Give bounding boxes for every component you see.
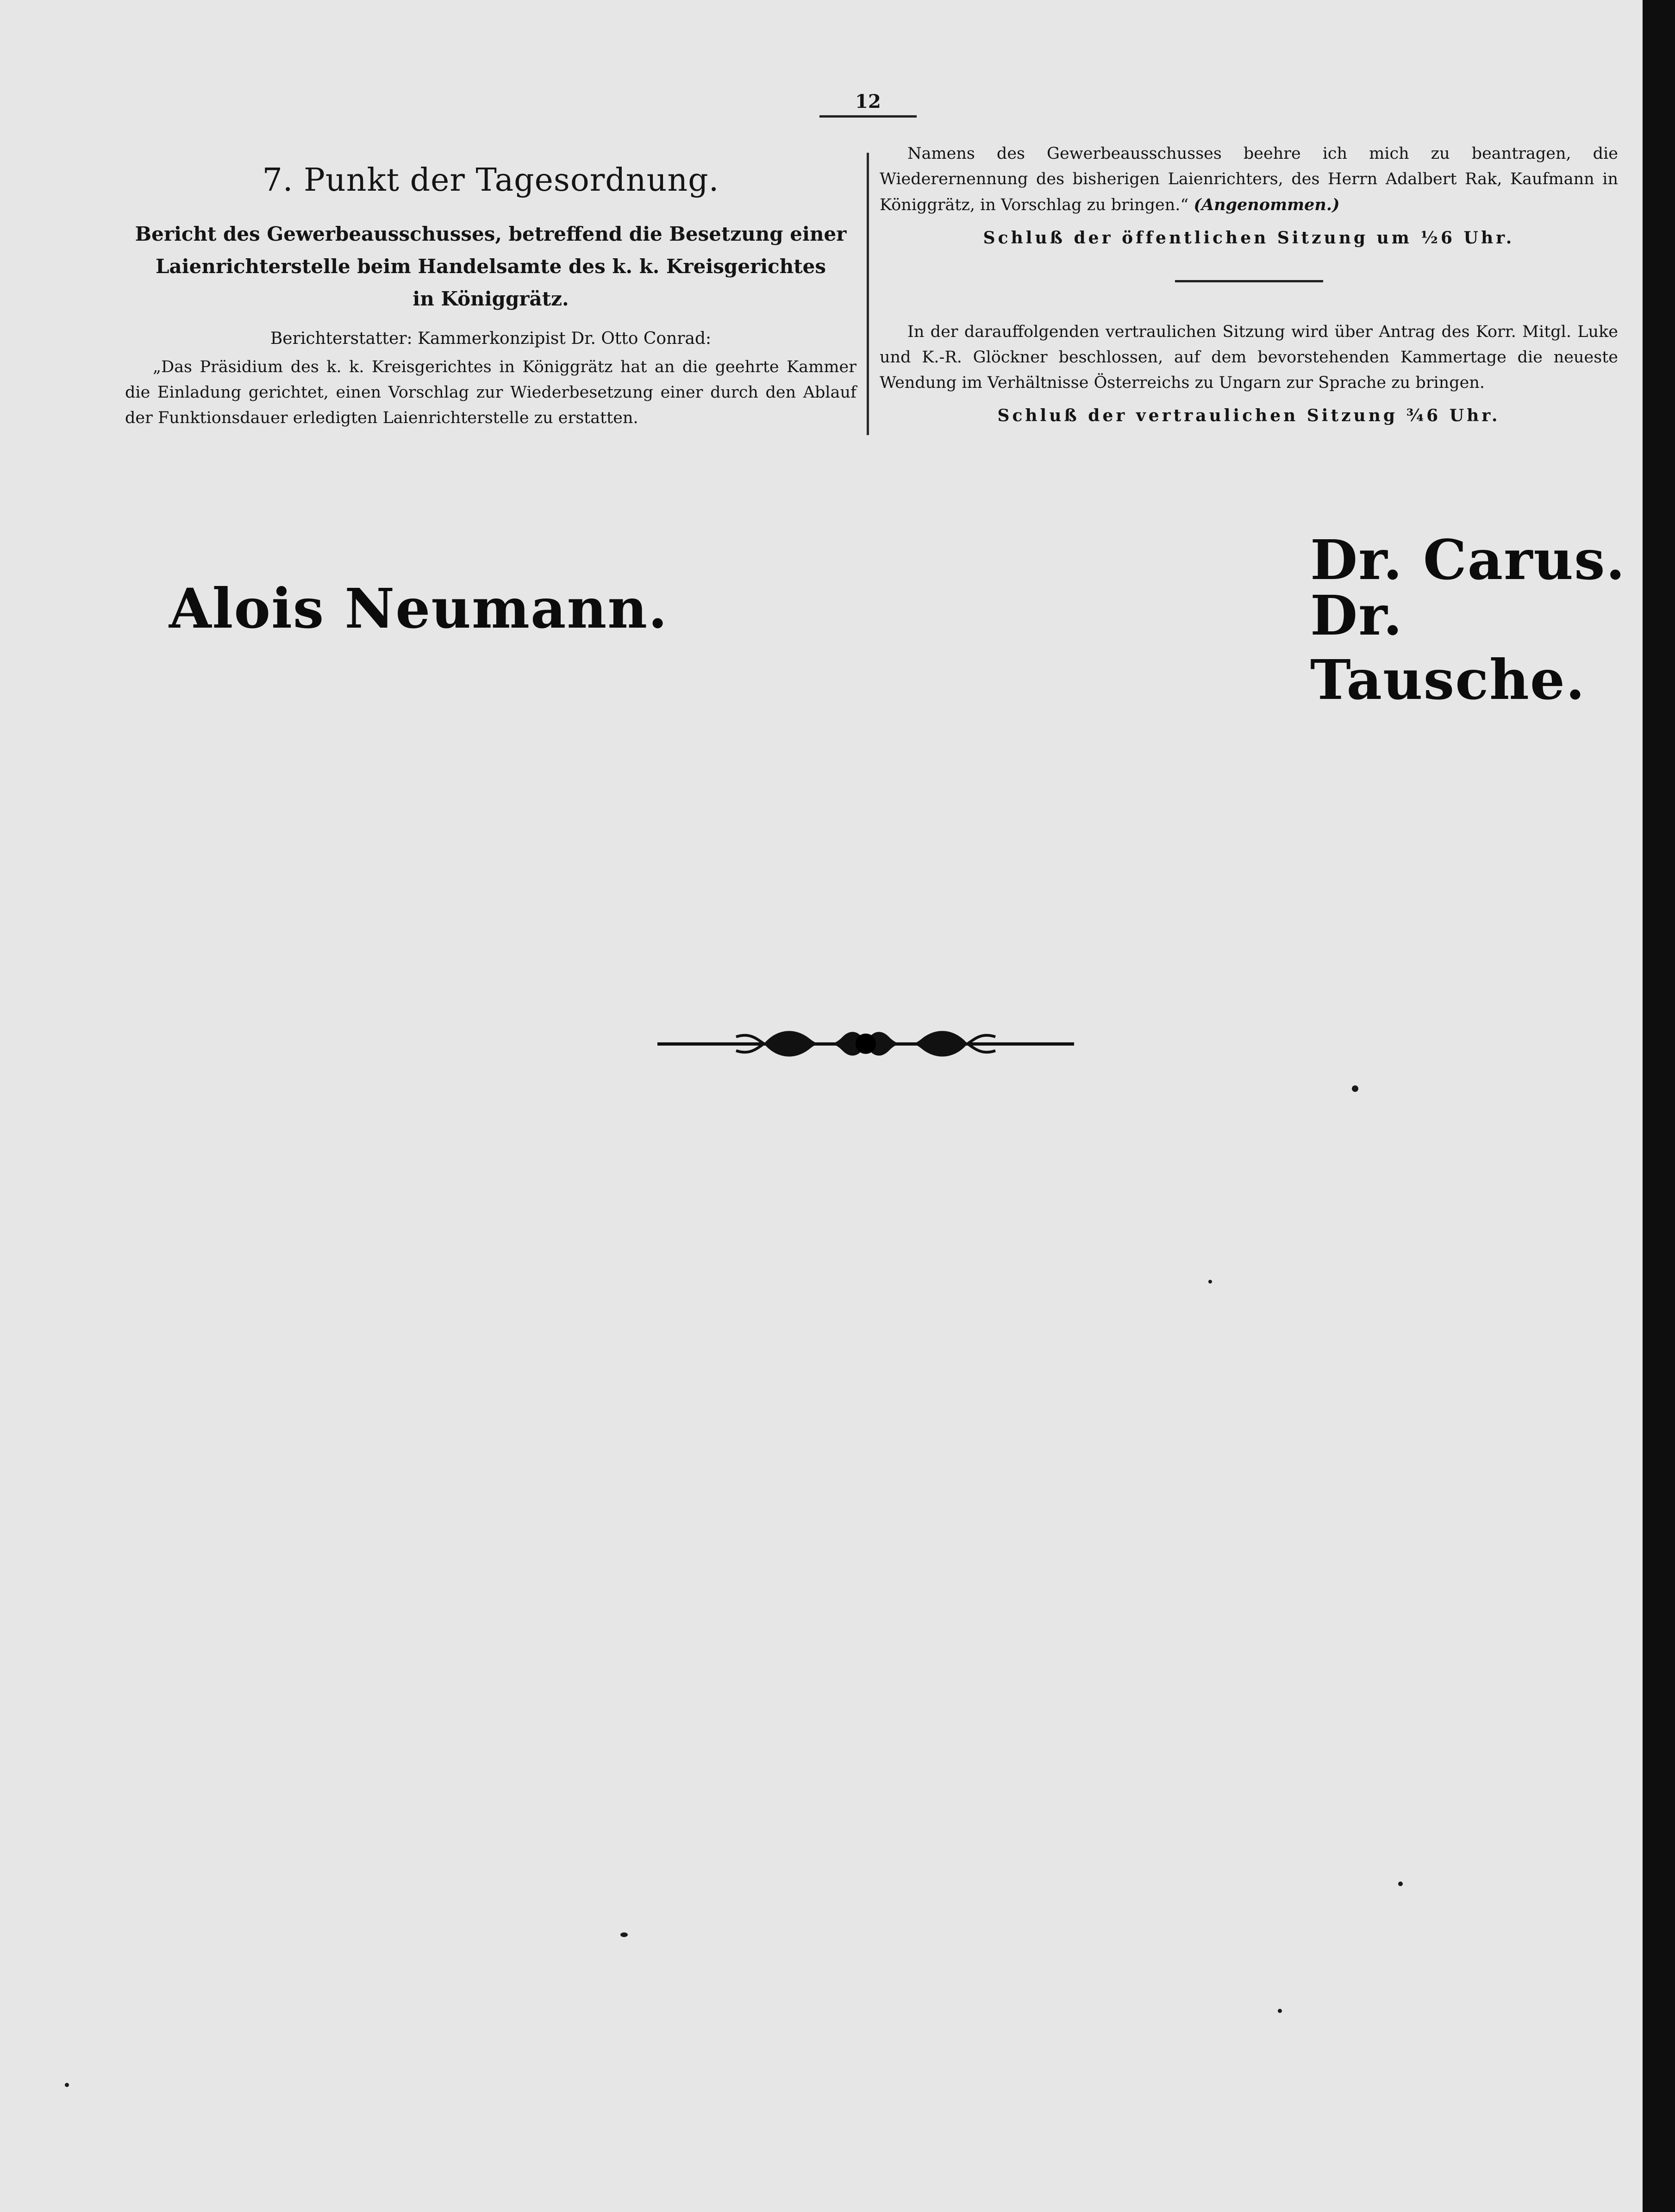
confidential-session-paragraph: In der darauffolgenden vertraulichen Sitzung wird über Antrag des Korr. Mitgl. Luke und K.-R. Glöckner beschlossen, auf dem bevorstehenden Kammertage die neueste Wendung im Verhältnisse Österreichs zu Ungarn zur Sprache zu bringen. xyxy=(880,323,1618,392)
motion-paragraph xyxy=(880,141,1618,218)
adopted-annotation: (Angenommen.) xyxy=(1194,195,1340,214)
column-divider xyxy=(867,153,869,435)
page-edge xyxy=(1643,0,1675,2212)
subheading-line: in Königgrätz. xyxy=(412,287,569,310)
paper-speck xyxy=(620,1932,628,1937)
section-divider xyxy=(1175,280,1323,282)
paper-speck xyxy=(1352,1085,1358,1092)
signature-carus: Dr. Carus. xyxy=(1310,528,1626,592)
reporter-line: Berichterstatter: Kammerkonzipist Dr. Otto Conrad: xyxy=(270,329,712,348)
signature-tausche: Dr. Tausche. xyxy=(1310,583,1586,712)
signature-neumann: Alois Neumann. xyxy=(169,576,669,641)
subheading-line: Laienrichterstelle beim Handelsamte des k. k. Kreisgerichtes xyxy=(155,255,826,278)
ornamental-divider xyxy=(657,1018,1074,1069)
paper-speck xyxy=(65,2083,69,2087)
subheading-line: Bericht des Gewerbeausschusses, betreffend die Besetzung einer xyxy=(135,223,847,245)
section-heading: 7. Punkt der Tagesordnung. xyxy=(262,162,719,199)
left-column xyxy=(125,162,856,431)
right-column xyxy=(880,141,1618,425)
report-body: „Das Präsidium des k. k. Kreisgerichtes in Königgrätz hat an die geehrte Kammer die Einladung gerichtet, einen Vorschlag zur Wiederbesetzung einer durch den Ablauf der Funktionsdauer erledigten Laienrichterstelle zu erstatten. xyxy=(125,358,856,427)
closing-confidential-session: Schluß der vertraulichen Sitzung ¾6 Uhr. xyxy=(997,406,1500,425)
page-number: 12 xyxy=(819,91,917,118)
motion-text: Namens des Gewerbeausschusses beehre ich mich zu beantragen, die Wiederernennung des bisherigen Laienrichters, des Herrn Adalbert Rak, Kaufmann in Königgrätz, in Vorschlag zu bringen.“ xyxy=(880,144,1618,214)
paper-speck xyxy=(1208,1280,1212,1284)
paper-speck xyxy=(1278,2009,1282,2013)
closing-public-session: Schluß der öffentlichen Sitzung um ½6 Uhr. xyxy=(983,228,1515,248)
section-subheading xyxy=(125,218,856,315)
paper-speck xyxy=(1398,1882,1403,1886)
